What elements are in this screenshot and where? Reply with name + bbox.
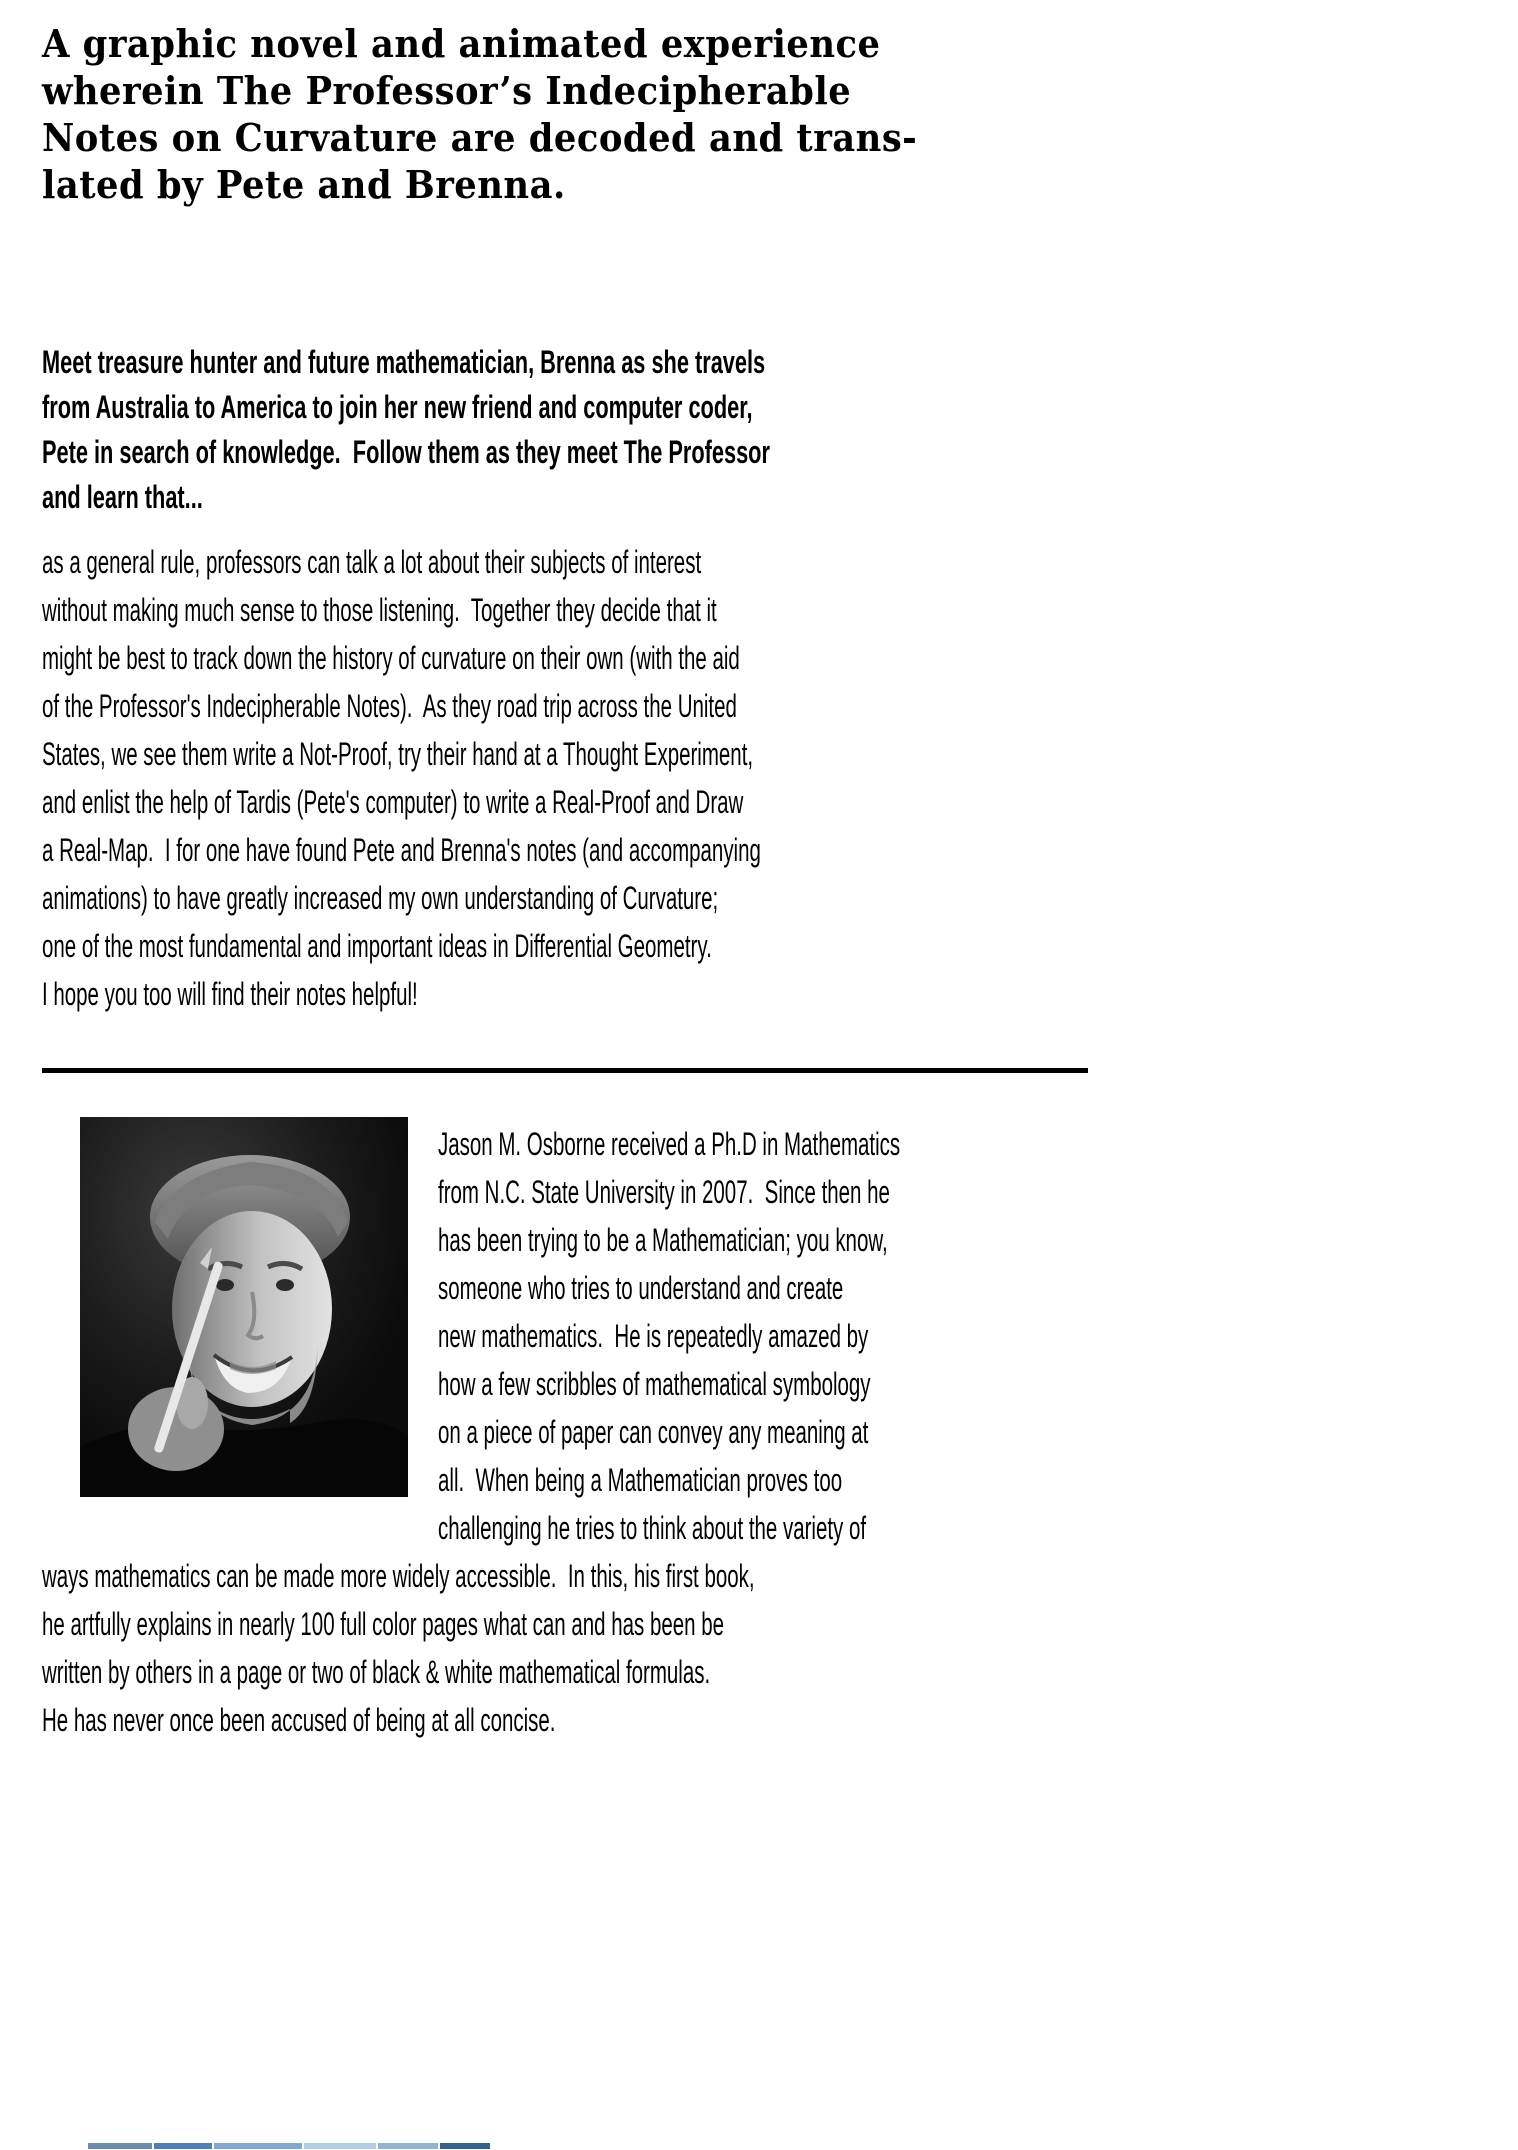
text-line: and learn that... [42, 479, 203, 515]
author-bio-full-lines [42, 1552, 1155, 1744]
text-line: Pete in search of knowledge. Follow them as they meet The Professor [42, 434, 770, 470]
color-segment [88, 2143, 152, 2149]
text-line: might be best to track down the history of curvature on their own (with the aid [42, 640, 740, 676]
next-page-preview-strip [88, 2143, 490, 2149]
intro-paragraph [42, 538, 1165, 1018]
text-line: how a few scribbles of mathematical symbology [438, 1366, 871, 1402]
text-line: Meet treasure hunter and future mathematician, Brenna as she travels [42, 344, 766, 380]
color-segment [214, 2143, 302, 2149]
text-line: from Australia to America to join her new friend and computer coder, [42, 389, 753, 425]
text-line: challenging he tries to think about the variety of [438, 1510, 867, 1546]
text-line: A graphic novel and animated experience [42, 21, 881, 66]
text-line: animations) to have greatly increased my own understanding of Curvature; [42, 880, 719, 916]
text-line: Jason M. Osborne received a Ph.D in Mathematics [438, 1126, 901, 1162]
text-line: someone who tries to understand and create [438, 1270, 844, 1306]
section-divider [42, 1068, 1088, 1073]
text-line: without making much sense to those listening. Together they decide that it [42, 592, 717, 628]
text-line: written by others in a page or two of black & white mathematical formulas. [42, 1654, 711, 1690]
text-line: of the Professor's Indecipherable Notes). As they road trip across the United [42, 688, 737, 724]
intro-bold-paragraph [42, 340, 1113, 520]
color-segment [304, 2143, 376, 2149]
text-line: from N.C. State University in 2007. Since then he [438, 1174, 890, 1210]
text-line: he artfully explains in nearly 100 full color pages what can and has been be [42, 1606, 724, 1642]
text-line: one of the most fundamental and important ideas in Differential Geometry. [42, 928, 712, 964]
text-line: all. When being a Mathematician proves too [438, 1462, 843, 1498]
color-segment [440, 2143, 490, 2149]
text-line: wherein The Professor’s Indecipherable [42, 68, 852, 113]
text-line: I hope you too will find their notes helpful! [42, 976, 418, 1012]
headline [42, 20, 983, 208]
text-line: and enlist the help of Tardis (Pete's computer) to write a Real-Proof and Draw [42, 784, 744, 820]
color-segment [378, 2143, 438, 2149]
text-line: ways mathematics can be made more widely accessible. In this, his first book, [42, 1558, 755, 1594]
text-line: as a general rule, professors can talk a lot about their subjects of interest [42, 544, 702, 580]
text-line: has been trying to be a Mathematician; you know, [438, 1222, 888, 1258]
text-line: a Real-Map. I for one have found Pete and Brenna's notes (and accompanying [42, 832, 761, 868]
text-line: He has never once been accused of being at all concise. [42, 1702, 556, 1738]
text-line: new mathematics. He is repeatedly amazed by [438, 1318, 869, 1354]
text-line: States, we see them write a Not-Proof, try their hand at a Thought Experiment, [42, 736, 754, 772]
text-line: Notes on Curvature are decoded and trans- [42, 115, 918, 160]
color-segment [154, 2143, 212, 2149]
author-bio-wrapped-lines [42, 1120, 1160, 1552]
text-line: lated by Pete and Brenna. [42, 162, 566, 207]
text-line: on a piece of paper can convey any meaning at [438, 1414, 869, 1450]
